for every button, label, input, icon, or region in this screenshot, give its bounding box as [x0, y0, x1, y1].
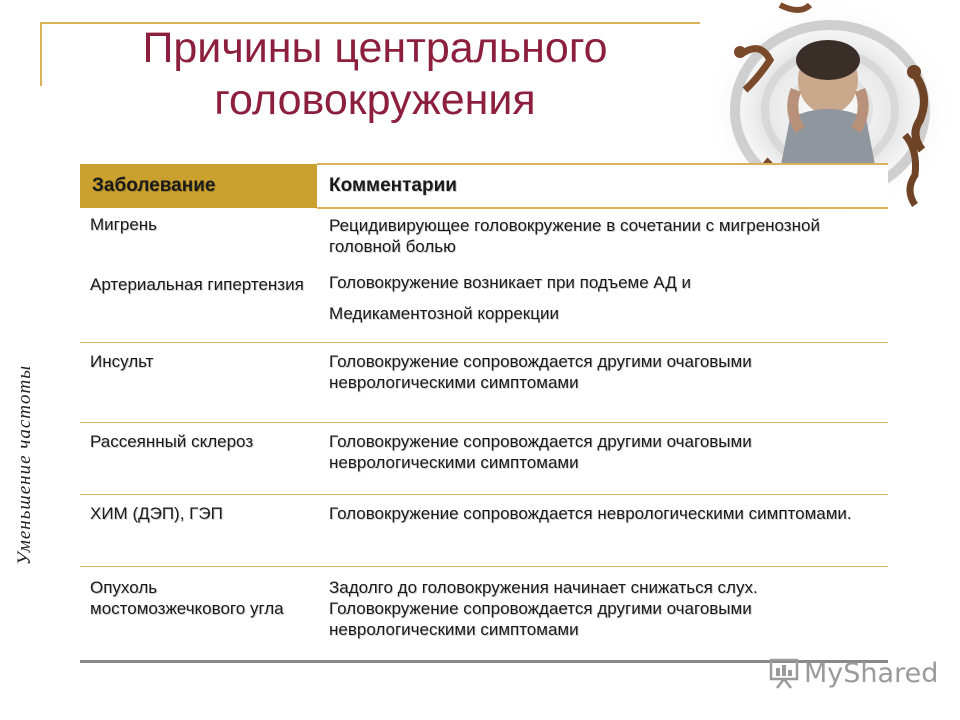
comment-cell: Головокружение сопровождается неврологическими симптомами. — [317, 495, 888, 567]
table-row — [80, 423, 888, 495]
comment-line: Головокружение возникает при подъеме АД и — [329, 273, 692, 292]
myshared-logo — [768, 656, 939, 692]
disease-cell: ХИМ (ДЭП), ГЭП — [80, 495, 317, 567]
slide-title — [95, 22, 655, 126]
decreasing-frequency-label: Уменьшение частоты — [14, 364, 35, 566]
comment-cell — [317, 258, 888, 343]
table-row — [80, 567, 888, 662]
logo-text: MyShared — [804, 658, 939, 689]
comment-cell: Головокружение сопровождается другими очаговыми неврологическими симптомами — [317, 423, 888, 495]
disease-cell: Мигрень — [90, 215, 158, 234]
header-disease: Заболевание — [80, 164, 317, 208]
table-row — [80, 343, 888, 423]
disease-table — [80, 163, 888, 663]
title-line-2: головокружения — [214, 76, 536, 124]
comment-cell: Головокружение сопровождается другими очаговыми неврологическими симптомами — [317, 343, 888, 423]
comment-cell: Рецидивирующее головокружение в сочетании с мигренозной головной болью — [329, 216, 820, 256]
table-row — [80, 258, 888, 343]
table-row — [80, 495, 888, 567]
disease-cell: Артериальная гипертензия — [80, 258, 317, 343]
header-comments: Комментарии — [317, 164, 888, 208]
table-header-row — [80, 164, 888, 208]
disease-cell: Рассеянный склероз — [80, 423, 317, 495]
comment-cell: Задолго до головокружения начинает снижаться слух. Головокружение сопровождается другими очаговыми неврологическими симптомами — [317, 567, 888, 662]
disease-cell: Опухоль мостомозжечкового угла — [80, 567, 317, 662]
title-line-1: Причины центрального — [142, 24, 608, 72]
table-row — [80, 208, 888, 258]
disease-cell: Инсульт — [80, 343, 317, 423]
comment-line: Медикаментозной коррекции — [329, 304, 559, 323]
frame-left-line — [40, 22, 42, 86]
presentation-icon — [768, 656, 800, 690]
